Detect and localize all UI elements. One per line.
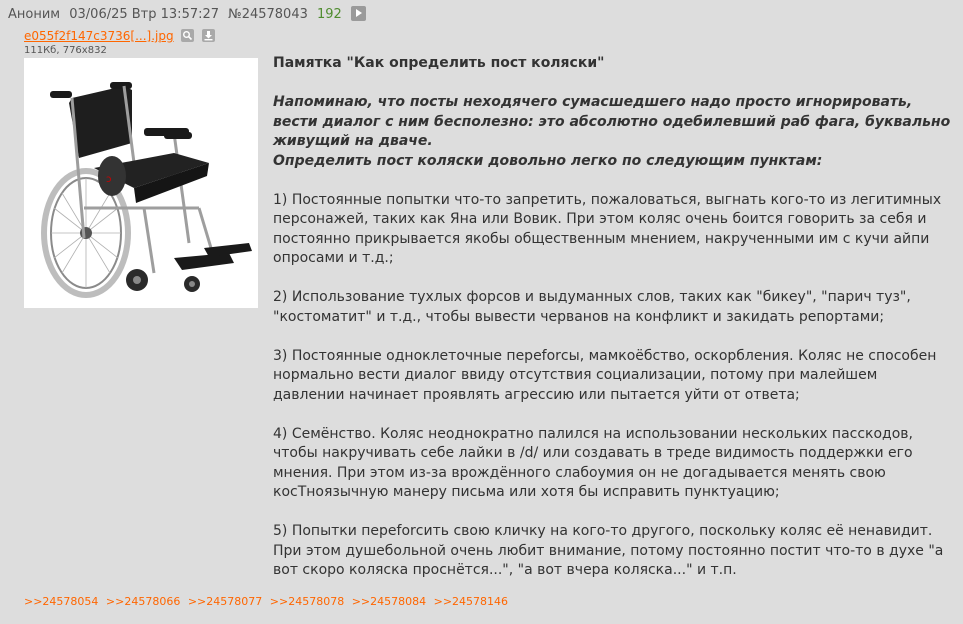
play-icon[interactable] xyxy=(351,6,366,21)
message-point-2: 2) Использование тухлых форсов и выдуманных слов, таких как "бикеу", "парич туз", "костоматит" и т.д., чтобы вывести черванов на конфликт и закидать репортами; xyxy=(273,289,911,325)
message-point-1: 1) Постоянные попытки что-то запретить, пожаловаться, выгнать кого-то из легитимных персонажей, таких как Яна или Вовик. При этом коляс очень боится говорить за себя и постоянно прикрывается якобы общественным мнением, накрученными им с кучи айпи опросами и т.д.; xyxy=(273,191,942,266)
reply-link[interactable]: >>24578146 xyxy=(433,595,509,608)
file-link[interactable]: e055f2f147c3736[...].jpg xyxy=(24,29,174,43)
file-info: 111Кб, 776x832 xyxy=(24,45,107,56)
reply-link[interactable]: >>24578084 xyxy=(351,595,427,608)
wheelchair-image[interactable] xyxy=(24,58,258,308)
post-message xyxy=(273,54,953,581)
poster-name: Аноним xyxy=(8,7,61,22)
reply-link[interactable]: >>24578078 xyxy=(269,595,345,608)
reply-link[interactable]: >>24578066 xyxy=(105,595,181,608)
message-point-5: 5) Попытки переforсить свою кличку на кого-то другого, поскольку коляс её ненавидит. При этом душебольной очень любит внимание, потому постоянно постит что-то в духе "а вот скоро коляска проснётся...", "а вот вчера коляска..." и т.п. xyxy=(273,523,944,578)
download-icon[interactable] xyxy=(202,29,215,42)
message-point-3: 3) Постоянные одноклеточные переforсы, мамкоёбство, оскорбления. Коляс не способен нормально вести диалог ввиду отсутствия социализации, потому при малейшем давлении начинает проявлять агрессию или пытается уйти от ответа; xyxy=(273,347,937,403)
reply-link[interactable]: >>24578077 xyxy=(187,595,263,608)
message-title: Памятка "Как определить пост коляски" xyxy=(273,55,605,71)
message-intro: Напоминаю, что посты неходячего сумасшедшего надо просто игнорировать, вести диалог с ним бесполезно: это абсолютно одебилевший раб фага, буквально живущий на дваче. xyxy=(273,94,951,149)
post-count: 192 xyxy=(317,7,342,22)
svg-text:ↄ: ↄ xyxy=(106,174,112,185)
file-line xyxy=(24,28,215,44)
message-point-4: 4) Семёнство. Коляс неоднократно палился на использовании нескольких пасскодов, чтобы накручивать себе лайки в /d/ или создавать в треде видимость поддержки его мнения. При этом из-за врождённого слабоумия он не догадывается менять свою косТноязычную манеру письма или хотя бы исправить пунктуацию; xyxy=(273,425,914,500)
reply-link[interactable]: >>24578054 xyxy=(24,595,99,608)
post-number[interactable]: №24578043 xyxy=(228,7,308,22)
search-icon[interactable] xyxy=(181,29,194,42)
post-datetime: 03/06/25 Втр 13:57:27 xyxy=(69,7,220,22)
post-header xyxy=(8,6,371,24)
reply-links xyxy=(24,595,512,609)
message-intro-2: Определить пост коляски довольно легко по следующим пунктам: xyxy=(273,152,823,169)
